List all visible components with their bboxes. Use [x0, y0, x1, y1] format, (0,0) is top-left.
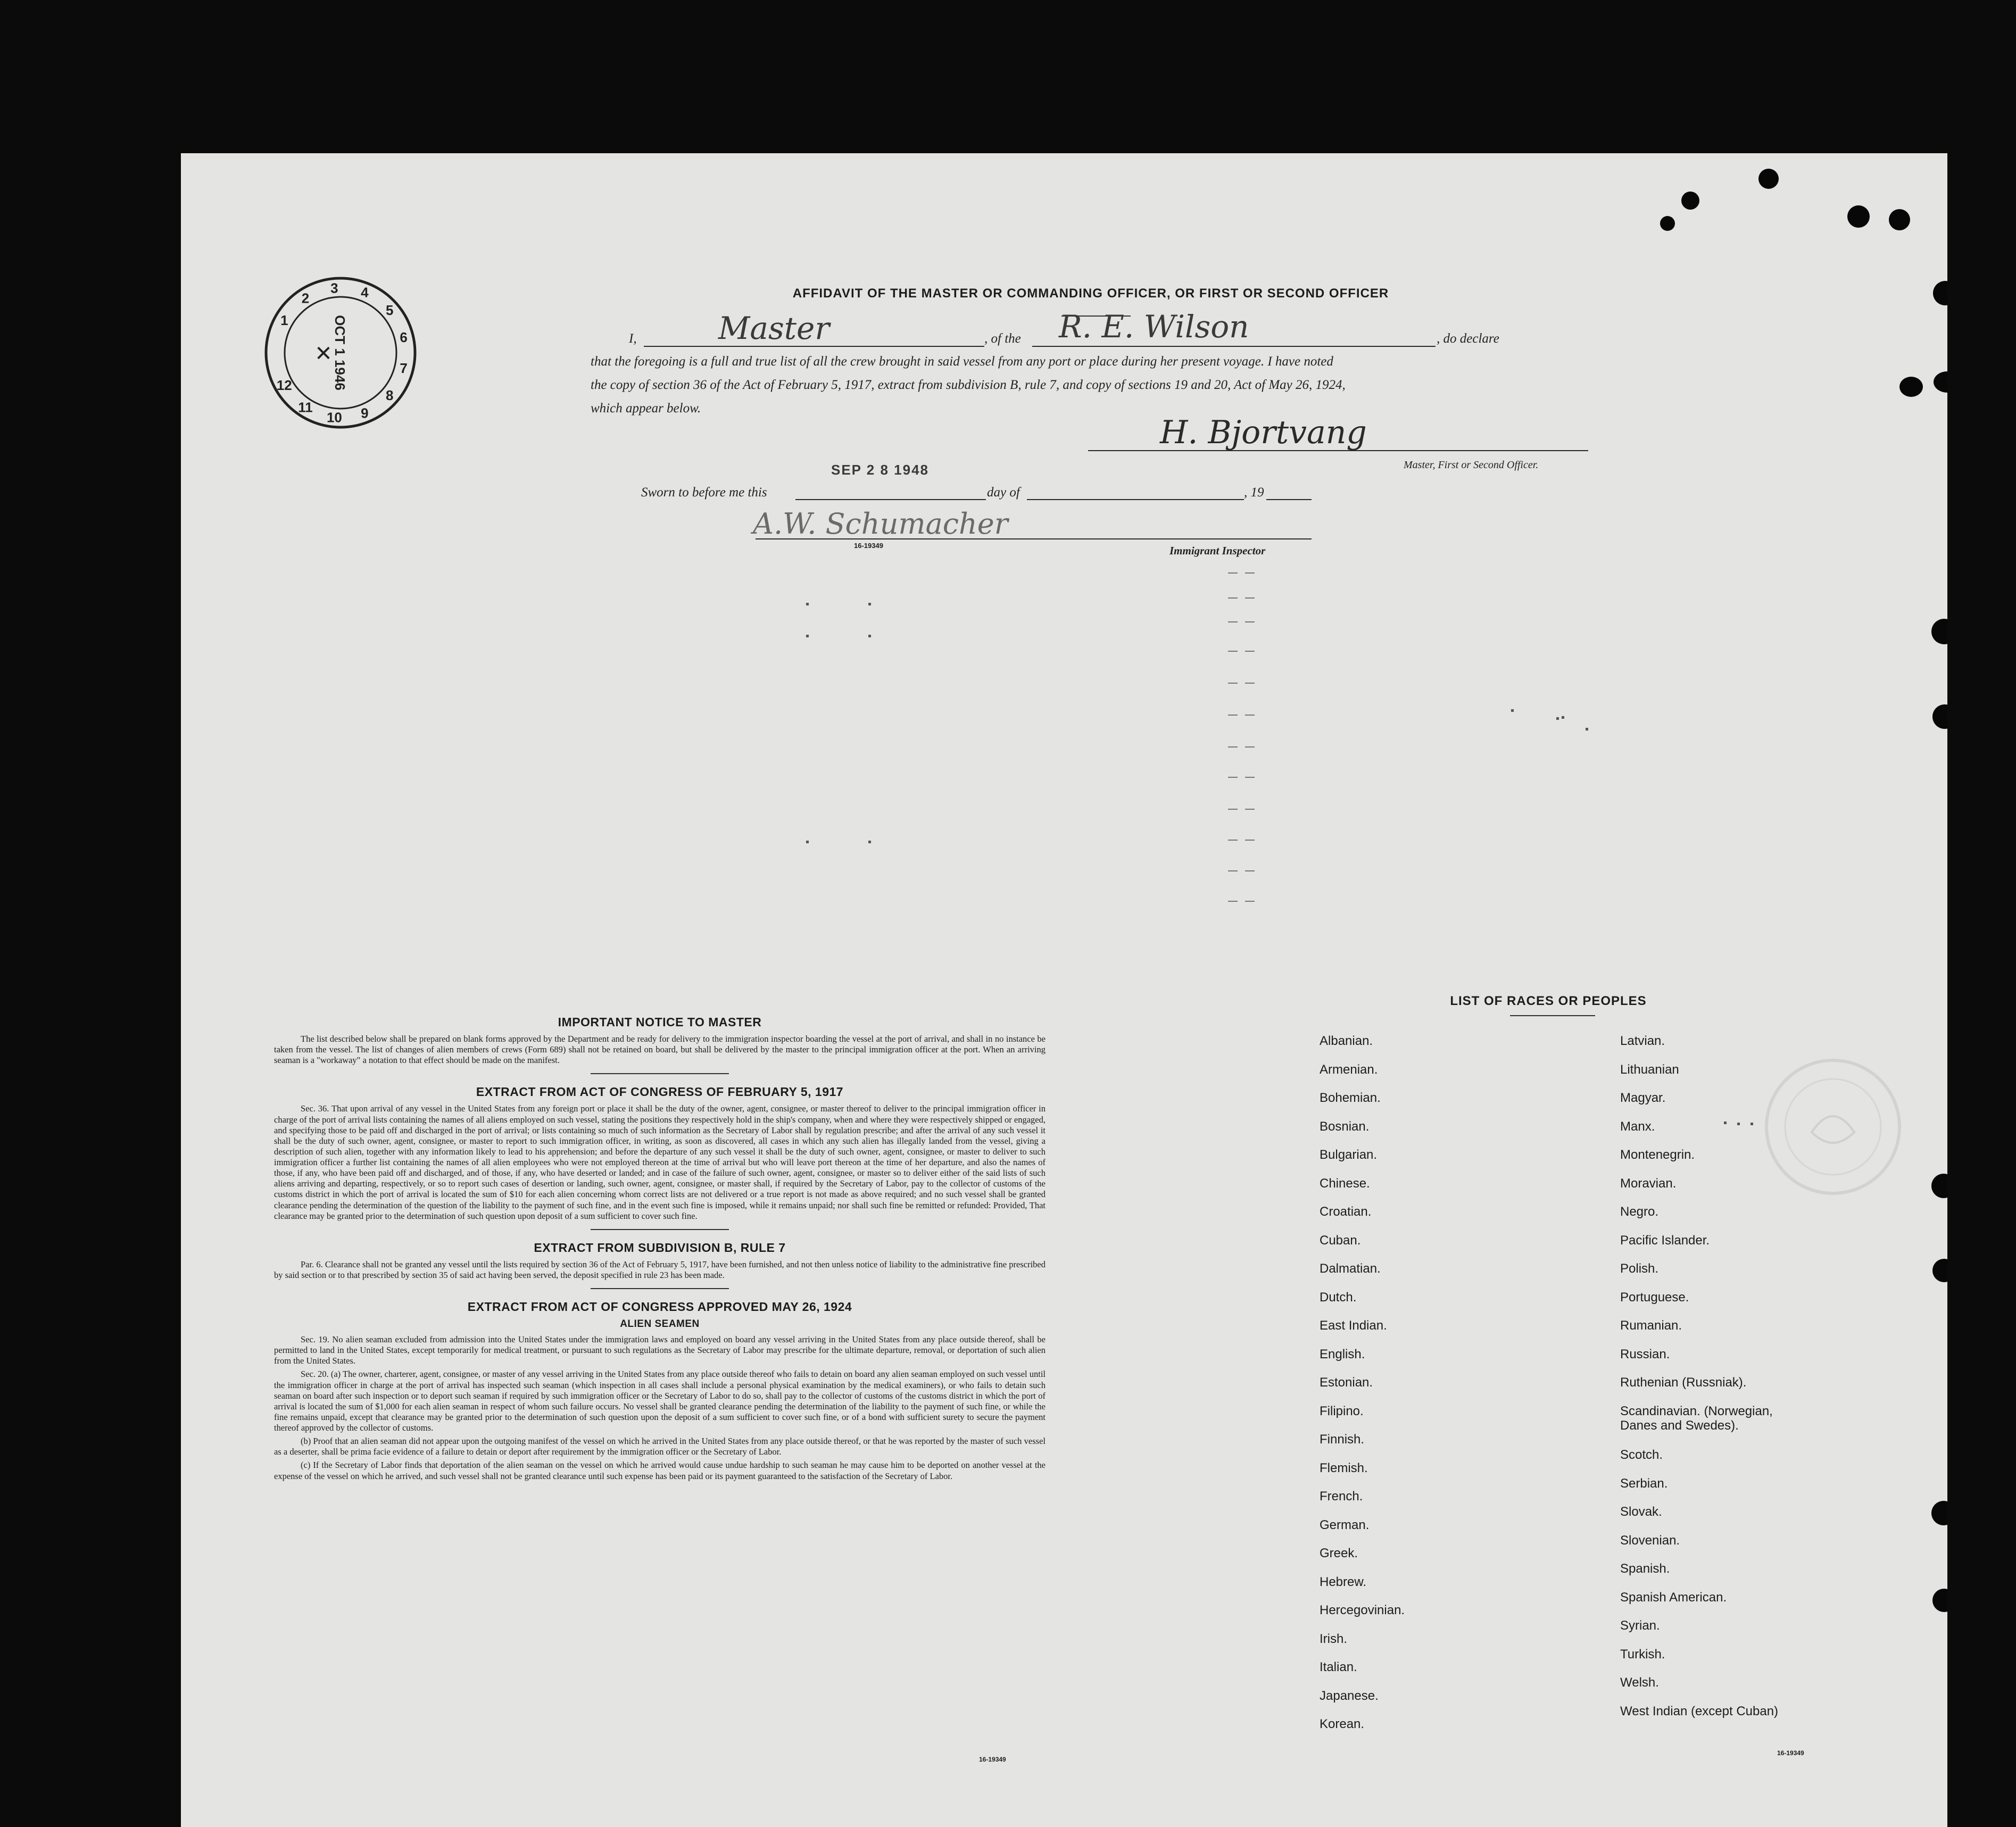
race-item: Montenegrin. — [1620, 1148, 1695, 1162]
notice-section — [274, 1015, 1046, 1484]
race-item: Latvian. — [1620, 1034, 1665, 1048]
race-item: Negro. — [1620, 1205, 1659, 1219]
vessel-handwritten: R. E. Wilson — [1059, 309, 1249, 345]
race-item: Greek. — [1320, 1546, 1358, 1560]
punch-hole — [1681, 192, 1699, 210]
notice-title: IMPORTANT NOTICE TO MASTER — [558, 1015, 762, 1029]
race-item: English. — [1320, 1347, 1365, 1361]
race-item: Estonian. — [1320, 1375, 1373, 1390]
punch-hole — [1899, 377, 1923, 397]
punch-hole — [1934, 371, 1947, 393]
race-item: Armenian. — [1320, 1062, 1378, 1077]
label-i: I, — [629, 331, 637, 346]
sworn-date-stamp: SEP 2 8 1948 — [831, 462, 929, 478]
document-page — [181, 153, 1947, 1827]
race-item: Korean. — [1320, 1717, 1365, 1731]
race-item: Serbian. — [1620, 1476, 1668, 1491]
stamp-number: 5 — [385, 302, 394, 319]
label-day-of: day of — [987, 485, 1020, 500]
race-item: Hebrew. — [1320, 1574, 1367, 1589]
race-item: Welsh. — [1620, 1675, 1659, 1690]
stray-dot — [806, 603, 809, 605]
race-item: Bulgarian. — [1320, 1148, 1378, 1162]
race-item: Italian. — [1320, 1660, 1357, 1674]
stray-dash — [1245, 651, 1255, 652]
extract1-title: EXTRACT FROM ACT OF CONGRESS OF FEBRUARY 5, 1917 — [476, 1085, 844, 1099]
extract3-subtitle: ALIEN SEAMEN — [620, 1318, 700, 1330]
stray-dash — [1228, 572, 1238, 574]
stamp-number: 2 — [301, 290, 310, 306]
stamp-number: 11 — [298, 399, 313, 416]
stray-dot — [806, 635, 809, 637]
race-item: Croatian. — [1320, 1205, 1372, 1219]
extract1-body: Sec. 36. That upon arrival of any vessel in the United States from any foreign port or place it shall be the duty of the owner, agent, consignee, or master thereof to deliver to the principal immigration officer in charge of the port of arrival lists containing the names of all aliens employed on such vessel, stating the positions they respectively hold in the ship's company, when and where they were respectively shipped or engaged, and specifying those to be paid off and discharged in the port of arrival; or lists containing so much of such information as the Secretary of Labor shall by regulation prescribe; and after the arrival of any such vessel it shall be the duty of such owner, agent, consignee, or master to report to such immigration officer, in writing, as soon as discovered, all cases in which any such alien has illegally landed from the vessel, giving a description of such alien, together with any information likely to lead to his apprehension; and before the departure of any such vessel it shall be the duty of such owner, agent, consignee, or master to deliver to such immigration officer a further list containing the names of all alien employees who were not employed thereon at the time of arrival but who will leave port thereon at the time of her departure, and also the names of those, if any, who have been paid off and discharged, and of those, if any, who have deserted or landed; and in case of the failure of such owner, agent, consignee, or master so to deliver either of the said lists of such aliens arriving and departing, respectively, or so to report such cases of desertion or landing, such owner, agent, consignee, or master shall, if required by the Secretary of Labor, pay to the collector of customs of the customs district in which the port of arrival is located the sum of $10 for each alien concerning whom correct lists are not delivered or a true report is not made as above required; and no such vessel shall be granted clearance pending the determination of the question of the liability to the payment of such fine, and in the event such fine is imposed, while it remains unpaid; nor shall such fine be remitted or refunded: Provided, That clearance may be granted prior to the determination of such question upon deposit of a sum sufficient to cover such fine. — [274, 1103, 1046, 1221]
stray-dot — [1724, 1122, 1727, 1124]
stray-dash — [1228, 901, 1238, 902]
stray-dot — [1737, 1123, 1740, 1125]
stray-dash — [1245, 621, 1255, 622]
inspector-line — [756, 538, 1312, 539]
stamp-date: OCT 1 1946 — [332, 315, 348, 391]
label-sworn: Sworn to before me this — [641, 485, 767, 500]
inspector-signature: A.W. Schumacher — [753, 507, 1008, 541]
stamp-number: 12 — [276, 377, 292, 393]
race-item: Cuban. — [1320, 1233, 1361, 1248]
label-of-the: , of the — [984, 331, 1021, 346]
stray-dash — [1245, 870, 1255, 871]
punch-hole — [1932, 704, 1947, 729]
affidavit-form-number: 16-19349 — [854, 542, 883, 550]
race-item: Hercegovinian. — [1320, 1603, 1405, 1617]
race-item: Portuguese. — [1620, 1290, 1689, 1305]
race-item: Bohemian. — [1320, 1091, 1381, 1105]
extract3-sec20a: Sec. 20. (a) The owner, charterer, agent, consignee, or master of any vessel arriving in the United States from any place outside thereof who fails to detain on board any alien seaman employed on such vessel until the immigration officer in charge at the port of arrival has inspected such seaman (which inspection in all cases shall include a personal physical examination by the medical examiners), or who fails to detain such seaman on board after such inspection or to deport such seaman if required by such immigration officer or the Secretary of Labor to do so, shall pay to the collector of customs of the customs district in which the port of arrival is located the sum of $1,000 for each alien seaman in respect of whom such failure occurs. No vessel shall be granted clearance pending the determination of the liability to the payment of such fine, or while the fine remains unpaid, except that clearance may be granted prior to the determination of such question upon the deposit of a sum sufficient to cover such fine, or of a bond with sufficient surety to secure the payment thereof approved by the collector of customs. — [274, 1369, 1046, 1433]
stray-dash — [1228, 809, 1238, 810]
stray-dot — [1511, 709, 1514, 712]
race-item: West Indian (except Cuban) — [1620, 1704, 1779, 1718]
stray-dash — [1245, 597, 1255, 599]
vessel-line — [1032, 346, 1436, 347]
race-item: Pacific Islander. — [1620, 1233, 1710, 1248]
races-form-number: 16-19349 — [1777, 1749, 1804, 1757]
stray-dash — [1245, 777, 1255, 778]
race-item: Spanish. — [1620, 1562, 1670, 1576]
punch-hole — [1931, 1174, 1947, 1198]
extract3-sec20b: (b) Proof that an alien seaman did not appear upon the outgoing manifest of the vessel on which he arrived in the United States from any place outside thereof, or that he was reported by the master of such vessel as a deserter, shall be prima facie evidence of a failure to detain or deport after requirement by the immigration officer or the Secretary of Labor. — [274, 1436, 1046, 1457]
stray-dash — [1228, 597, 1238, 599]
race-item: Moravian. — [1620, 1176, 1677, 1191]
stamp-number: 3 — [330, 280, 338, 296]
embossed-seal — [1758, 1052, 1907, 1201]
race-item: French. — [1320, 1489, 1363, 1504]
label-do-declare: , do declare — [1437, 331, 1499, 346]
race-item: Irish. — [1320, 1631, 1348, 1646]
race-item: Syrian. — [1620, 1618, 1660, 1633]
notice-rule — [591, 1073, 729, 1074]
inspector-caption: Immigrant Inspector — [1169, 544, 1266, 557]
race-item: East Indian. — [1320, 1318, 1387, 1333]
race-item: Filipino. — [1320, 1404, 1364, 1418]
race-item: Russian. — [1620, 1347, 1670, 1361]
punch-hole — [1889, 209, 1910, 230]
race-item: Manx. — [1620, 1119, 1655, 1134]
stray-dot — [868, 635, 871, 637]
stray-dot — [1750, 1123, 1753, 1125]
stray-dot — [1556, 717, 1559, 720]
affidavit-text-line-3: which appear below. — [591, 401, 701, 416]
notice-body: The list described below shall be prepared on blank forms approved by the Department and be ready for delivery to the immigration inspector boarding the vessel at the port of arrival, and shall in no instance be taken from the vessel. The list of changes of alien members of crews (Form 689) shall not be retained on board, but shall be delivered by the master to the principal immigration officer at the port. When an arriving seaman is a "workaway" a notation to that effect should be made on the manifest. — [274, 1034, 1046, 1066]
race-item: Japanese. — [1320, 1688, 1379, 1703]
stray-dash — [1245, 572, 1255, 574]
stamp-number: 6 — [400, 329, 408, 346]
extract3-sec20c: (c) If the Secretary of Labor finds that deportation of the alien seaman on the vessel on which he arrived would cause undue hardship to such seaman he may cause him to be deported on another vessel at the expense of the vessel on which he arrived, and such vessel shall not be granted clearance until such expense has been paid or its payment guaranteed to the satisfaction of the Secretary of Labor. — [274, 1460, 1046, 1481]
stray-dash — [1228, 651, 1238, 652]
race-item: Chinese. — [1320, 1176, 1370, 1191]
race-item: German. — [1320, 1517, 1370, 1532]
races-title: LIST OF RACES OR PEOPLES — [1450, 994, 1647, 1008]
notice-form-number: 16-19349 — [979, 1756, 1006, 1763]
stray-dash — [1228, 777, 1238, 778]
date-stamp — [261, 273, 420, 433]
race-item: Slovak. — [1620, 1505, 1662, 1519]
stamp-cross-icon: ✕ — [314, 342, 333, 366]
races-rule — [1510, 1015, 1595, 1016]
race-item: Ruthenian (Russniak). — [1620, 1375, 1747, 1390]
race-item: Dutch. — [1320, 1290, 1357, 1305]
stamp-number: 1 — [280, 312, 288, 328]
race-item: Albanian. — [1320, 1034, 1373, 1048]
stray-dash — [1245, 840, 1255, 841]
stray-dot — [1562, 716, 1564, 719]
race-item: Lithuanian — [1620, 1062, 1679, 1077]
extract1-rule — [591, 1229, 729, 1230]
stamp-number: 7 — [400, 360, 408, 376]
officer-signature-line — [1088, 450, 1588, 451]
punch-hole — [1847, 205, 1870, 228]
punch-hole — [1931, 1501, 1947, 1525]
stray-dash — [1245, 746, 1255, 748]
punch-hole — [1932, 1589, 1947, 1612]
officer-caption: Master, First or Second Officer. — [1404, 459, 1539, 471]
sworn-day-line — [795, 499, 986, 500]
stray-dash — [1228, 715, 1238, 716]
race-item: Finnish. — [1320, 1432, 1365, 1447]
race-item: Polish. — [1620, 1261, 1659, 1276]
stamp-number: 10 — [326, 409, 342, 426]
stray-dot — [868, 841, 871, 843]
sworn-year-line — [1266, 499, 1312, 500]
race-item: Bosnian. — [1320, 1119, 1370, 1134]
extract3-sec19: Sec. 19. No alien seaman excluded from admission into the United States under the immigration laws and employed on board any vessel arriving in the United States from any place outside thereof, shall be permitted to land in the United States, except temporarily for medical treatment, or pursuant to such regulations as the Secretary of Labor may prescribe for the ultimate departure, removal, or deportation of such alien from the United States. — [274, 1334, 1046, 1366]
capacity-handwritten: Master — [718, 310, 830, 346]
punch-hole — [1932, 1259, 1947, 1282]
stray-dash — [1228, 840, 1238, 841]
punch-hole — [1660, 216, 1675, 231]
stray-dash — [1228, 621, 1238, 622]
stray-dash — [1245, 901, 1255, 902]
affidavit-title: AFFIDAVIT OF THE MASTER OR COMMANDING OFFICER, OR FIRST OR SECOND OFFICER — [792, 286, 1389, 301]
punch-hole — [1933, 281, 1947, 305]
extract3-body — [274, 1334, 1046, 1482]
extract2-rule — [591, 1288, 729, 1289]
race-item: Flemish. — [1320, 1460, 1368, 1475]
affidavit-text-line-1: that the foregoing is a full and true list of all the crew brought in said vessel from any port or place during her present voyage. I have noted — [591, 354, 1333, 369]
stray-dash — [1228, 870, 1238, 871]
stray-dash — [1245, 715, 1255, 716]
stamp-number: 8 — [385, 387, 394, 403]
stray-dash — [1245, 683, 1255, 684]
race-item: Turkish. — [1620, 1647, 1665, 1662]
punch-hole — [1931, 619, 1947, 644]
race-item: Scotch. — [1620, 1448, 1663, 1463]
affidavit-text-line-2: the copy of section 36 of the Act of February 5, 1917, extract from subdivision B, rule 7, and copy of sections 19 and 20, Act of May 26, 1924, — [591, 378, 1346, 392]
race-item: Spanish American. — [1620, 1590, 1727, 1605]
officer-signature: H. Bjortvang — [1160, 414, 1367, 451]
stray-dot — [1586, 728, 1588, 730]
punch-hole — [1758, 169, 1779, 189]
stray-dash — [1228, 683, 1238, 684]
race-item: Slovenian. — [1620, 1533, 1680, 1548]
extract2-title: EXTRACT FROM SUBDIVISION B, RULE 7 — [534, 1240, 786, 1255]
stray-dot — [806, 841, 809, 843]
sworn-month-line — [1027, 499, 1244, 500]
stray-dot — [868, 603, 871, 605]
race-item: Dalmatian. — [1320, 1261, 1381, 1276]
stray-dash — [1245, 809, 1255, 810]
race-item: Scandinavian. (Norwegian, Danes and Swedes). — [1620, 1404, 1773, 1433]
label-year: , 19 — [1244, 485, 1264, 500]
stamp-number: 4 — [361, 284, 369, 301]
stray-dash — [1228, 746, 1238, 748]
race-item: Magyar. — [1620, 1091, 1666, 1105]
stamp-number: 9 — [361, 405, 369, 421]
extract3-title: EXTRACT FROM ACT OF CONGRESS APPROVED MAY 26, 1924 — [467, 1300, 852, 1314]
race-item: Rumanian. — [1620, 1318, 1682, 1333]
extract2-body: Par. 6. Clearance shall not be granted any vessel until the lists required by section 36 of the Act of February 5, 1917, have been furnished, and not then unless notice of liability to the administrative fine prescribed by said section or to that prescribed by section 35 of said act having been served, the deposit specified in rule 23 has been made. — [274, 1259, 1046, 1280]
